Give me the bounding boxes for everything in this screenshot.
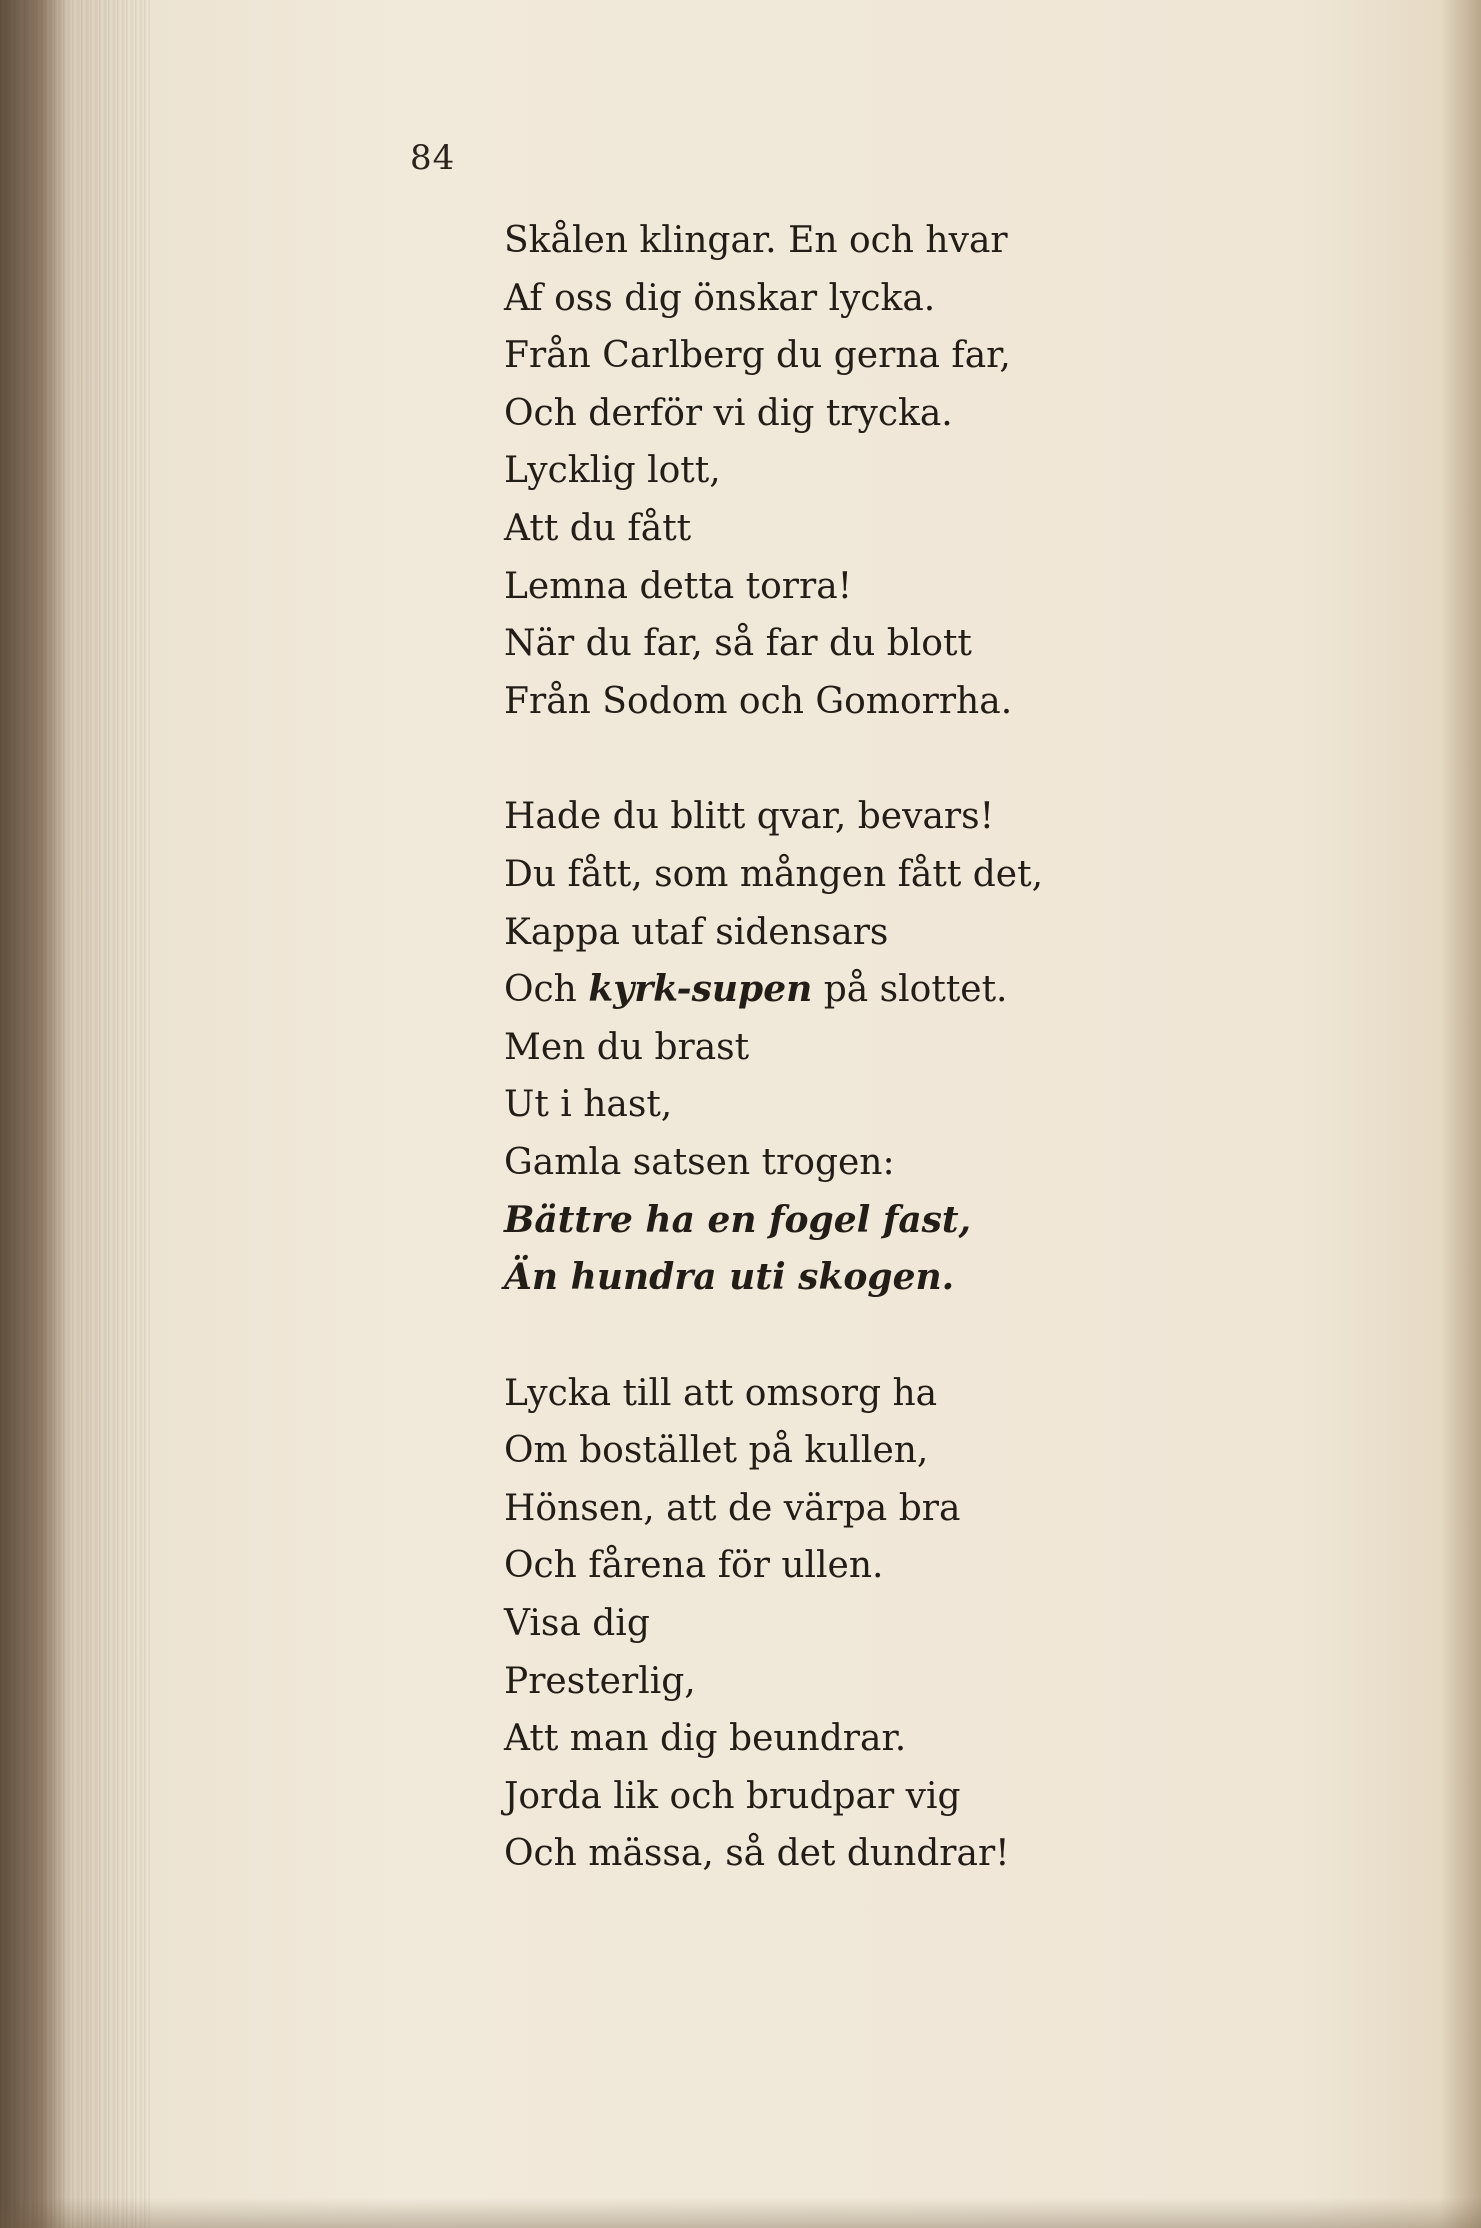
poem-line-italic: Än hundra uti skogen. (504, 1256, 955, 1299)
poem-line: Att man dig beundrar. (504, 1718, 907, 1760)
poem-line: Af oss dig önskar lycka. (504, 277, 936, 319)
poem-line: Från Sodom och Gomorrha. (504, 680, 1013, 722)
poem-line: Och mässa, så det dundrar! (504, 1833, 1010, 1875)
poem-line: Presterlig, (504, 1660, 696, 1702)
stanza-1 (504, 212, 1404, 730)
poem-line: Gamla satsen trogen: (504, 1141, 895, 1183)
poem (504, 212, 1404, 1941)
poem-line: Lemna detta torra! (504, 565, 853, 607)
poem-line: Och fårena för ullen. (504, 1545, 884, 1587)
poem-line: Hade du blitt qvar, bevars! (504, 796, 995, 838)
poem-line: Jorda lik och brudpar vig (504, 1775, 961, 1817)
stanza-3 (504, 1365, 1404, 1883)
poem-line: Lycklig lott, (504, 450, 721, 492)
poem-line: Men du brast (504, 1026, 750, 1068)
poem-line: Och derför vi dig trycka. (504, 392, 953, 434)
page-number: 84 (410, 138, 456, 178)
poem-line-mixed (504, 961, 1404, 1019)
page-gutter (0, 0, 150, 2228)
poem-line: Lycka till att omsorg ha (504, 1372, 938, 1414)
poem-line-italic: Bättre ha en fogel fast, (504, 1198, 972, 1241)
line-segment: Och (504, 969, 577, 1011)
poem-line: När du far, så far du blott (504, 623, 972, 665)
poem-line: Visa dig (504, 1603, 650, 1645)
poem-line: Om bostället på kullen, (504, 1430, 929, 1472)
poem-line: Hönsen, att de värpa bra (504, 1487, 961, 1529)
poem-line: Från Carlberg du gerna far, (504, 335, 1011, 377)
italic-word: kyrk-supen (588, 968, 813, 1011)
poem-line: Kappa utaf sidensars (504, 911, 889, 953)
poem-line: Att du fått (504, 507, 692, 549)
poem-line: Skålen klingar. En och hvar (504, 220, 1008, 261)
poem-line: Ut i hast, (504, 1084, 673, 1126)
page-bottom-edge (0, 2198, 1481, 2228)
poem-line: Du fått, som mången fått det, (504, 853, 1044, 895)
stanza-2 (504, 788, 1404, 1306)
line-segment: på slottet. (823, 969, 1008, 1011)
